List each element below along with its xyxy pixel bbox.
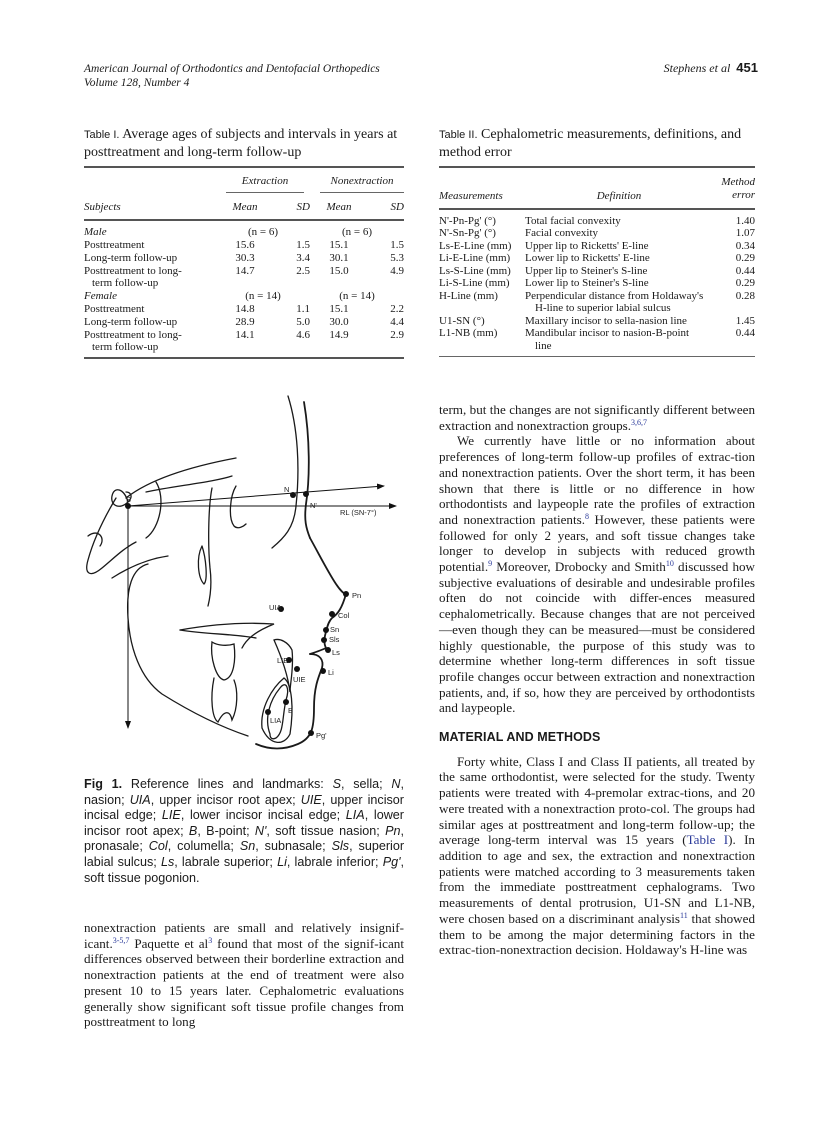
citation-link[interactable]: 9 xyxy=(488,559,493,569)
group-header-extraction: Extraction xyxy=(216,168,310,193)
col-header-measurements: Measurements xyxy=(439,190,503,202)
label-uia: UIA xyxy=(269,603,282,612)
label-n-prime: N' xyxy=(310,501,317,510)
authors: Stephens et al xyxy=(663,61,731,75)
running-header-journal xyxy=(84,62,380,90)
palate xyxy=(180,623,274,648)
label-rl: RL (SN-7°) xyxy=(340,508,377,517)
label-b: B xyxy=(288,706,294,715)
col-header-definition: Definition xyxy=(596,190,642,202)
table-row: Posttreatment 15.6 1.5 15.1 1.5 xyxy=(84,238,404,251)
label-n: N xyxy=(284,485,290,494)
table-row: Long-term follow-up 30.3 3.4 30.1 5.3 xyxy=(84,251,404,264)
table-row: Li-E-Line (mm) Lower lip to Ricketts' E-line 0.29 xyxy=(439,252,755,264)
landmark-sls xyxy=(321,637,327,643)
table-1-grid xyxy=(84,168,404,354)
table-row: Li-S-Line (mm) Lower lip to Steiner's S-line 0.29 xyxy=(439,277,755,289)
left-column-text xyxy=(84,920,404,1030)
landmark-sn xyxy=(323,627,329,633)
label-sn: Sn xyxy=(330,625,340,634)
col-header-method-error: Method error xyxy=(721,176,755,201)
figure-1-cephalometric-tracing xyxy=(84,388,406,758)
label-sls: Sls xyxy=(329,635,340,644)
table-bottom-rule xyxy=(439,356,755,357)
paragraph: We currently have little or no information about preferences of long-term follow-up profiles of extrac-tion and nonextraction patients. Over the short term, it has been shown that there is little or no difference in how orthodontists and laypeople rate the profiles of extraction and nonextraction patients.$^8$ However, these patients were followed for only 2 years, and soft tissue changes take longer to develop in subjects with reduced growth potential.$^9$ Moreover, Drobocky and Smith$^{10}$ discussed how subjective evaluations of desirable and undesirable profiles often do not coincide with differ-ences measured cephalometrically. Because changes that are not perceived—even though they can be measured—must be considered highly questionable, the purpose of this study was to determine whether long-term differences in soft tissue profile changes occur between extraction and nonextraction patients, and, if so, how they are perceived by orthodontists and laypeople. xyxy=(439,433,755,716)
label-lie: LIE xyxy=(277,656,289,665)
landmark-ls xyxy=(325,647,331,653)
table-row: H-Line (mm) Perpendicular distance from Holdaway's H-line to superior labial sulcus 0.28 xyxy=(439,289,755,314)
citation-link[interactable]: 10 xyxy=(665,559,674,569)
label-pg-prime: Pg' xyxy=(316,731,327,740)
landmark-pg-prime xyxy=(308,730,314,736)
table-row: Ls-S-Line (mm) Upper lip to Steiner's S-line 0.44 xyxy=(439,264,755,277)
frontal-bone-outline xyxy=(272,396,298,548)
citation-link[interactable]: 3-5,7 xyxy=(112,935,130,945)
figure-1-label: Fig 1. xyxy=(84,777,123,791)
upper-incisor xyxy=(274,639,293,692)
landmark-n-prime xyxy=(303,491,309,497)
label-s: S xyxy=(126,495,132,504)
section-row-male: Male (n = 6) (n = 6) xyxy=(84,225,373,238)
table-2-caption-text: Cephalometric measurements, definitions, and method error xyxy=(439,127,742,160)
landmark-n xyxy=(290,492,296,498)
table-row: N'-Sn-Pg' (°) Facial convexity 1.07 xyxy=(439,227,755,239)
journal-title: American Journal of Orthodontics and Dentofacial Orthopedics xyxy=(84,63,380,75)
label-lia: LIA xyxy=(270,716,282,725)
landmark-col xyxy=(329,611,335,617)
right-column-text xyxy=(439,402,755,958)
figure-1-caption-text: Reference lines and landmarks: S, sella; N, nasion; UIA, upper incisor root apex; UIE, upper incisor incisal edge; LIE, lower incisor incisal edge; LIA, lower incisor root apex; B, B-point; N', soft tissue nasion; Pn, pronasale; Col, columella; Sn, subnasale; Sls, superior labial sulcus; Ls, labrale superior; Li, labrale inferior; Pg', soft tissue pogonion. xyxy=(84,777,405,885)
col-header-non-sd: SD xyxy=(390,200,404,213)
label-li: Li xyxy=(328,668,334,677)
table-row: L1-NB (mm) Mandibular incisor to nasion-B-point line 0.44 xyxy=(439,327,755,352)
table-2 xyxy=(439,126,755,357)
label-pn: Pn xyxy=(352,591,362,600)
table-row: U1-SN (°) Maxillary incisor to sella-nasion line 1.45 xyxy=(439,314,755,327)
table-2-grid xyxy=(439,168,755,352)
page-number: 451 xyxy=(736,60,758,75)
sn-line xyxy=(128,486,384,506)
running-header-author-page xyxy=(664,60,758,76)
paragraph: term, but the changes are not significantly different between extraction and nonextraction groups.$^{3,6,7}$ xyxy=(439,402,755,433)
section-row-female: Female (n = 14) (n = 14) xyxy=(84,289,375,302)
label-ls: Ls xyxy=(332,648,340,657)
table-row: Posttreatment 14.8 1.1 15.1 2.2 xyxy=(84,302,404,315)
citation-link[interactable]: 3 xyxy=(208,935,213,945)
col-header-ext-sd: SD xyxy=(296,200,310,213)
soft-tissue-forehead xyxy=(304,402,310,538)
table-bottom-rule xyxy=(84,357,404,359)
table-row: Ls-E-Line (mm) Upper lip to Ricketts' E-line 0.34 xyxy=(439,239,755,252)
table-1-caption-text: Average ages of subjects and intervals in years at posttreatment and long-term follow-up xyxy=(84,127,398,160)
paragraph: nonextraction patients are small and relatively insignif-icant.$^{3-5,7}$ Paquette et al$^3$ found that most of the signif-icant differences observed between their borderline extraction and nonextraction patients at the end of treatment were also present 10 to 15 years later. Cephalometric evaluations generally show significant soft tissue profile changes from posttreatment to long xyxy=(84,920,404,1030)
landmark-b xyxy=(283,699,289,705)
section-heading-material-methods: MATERIAL AND METHODS xyxy=(439,730,601,745)
figure-1-caption xyxy=(84,777,404,886)
group-header-nonextraction: Nonextraction xyxy=(310,168,404,193)
table-1-caption xyxy=(84,126,404,161)
label-uie: UIE xyxy=(293,675,306,684)
table-row: Posttreatment to long- term follow-up 14.7 2.5 15.0 4.9 xyxy=(84,264,404,289)
table-2-label: Table II. xyxy=(439,129,478,141)
landmark-uie xyxy=(294,666,300,672)
table-1-label: Table I. xyxy=(84,129,120,141)
table-row: N'-Pn-Pg' (°) Total facial convexity 1.40 xyxy=(439,214,755,227)
table-row: Long-term follow-up 28.9 5.0 30.0 4.4 xyxy=(84,315,404,328)
col-header-ext-mean: Mean xyxy=(232,200,258,213)
table-row: Posttreatment to long- term follow-up 14.1 4.6 14.9 2.9 xyxy=(84,328,404,353)
citation-link[interactable]: 3,6,7 xyxy=(630,417,647,427)
table-1 xyxy=(84,126,404,359)
landmark-li xyxy=(320,668,326,674)
citation-link[interactable]: 8 xyxy=(585,511,589,521)
landmark-pn xyxy=(343,591,349,597)
table-2-caption xyxy=(439,126,755,161)
landmark-lia xyxy=(265,709,271,715)
label-col: Col xyxy=(338,611,350,620)
citation-link[interactable]: 11 xyxy=(680,910,688,920)
col-header-subjects: Subjects xyxy=(84,200,121,213)
table-1-link[interactable]: Table I xyxy=(686,832,729,848)
soft-tissue-nose xyxy=(310,538,346,594)
paragraph: Forty white, Class I and Class II patients, all treated by the same orthodontist, were selected for the study. Twenty patients were treated with 4-premolar extrac-tions, and 20 were treated with a nonextraction proto-col. The groups had similar ages at posttreatment and long-term follow-up; the average long-term interval was 15 years (Table I). In addition to age and sex, the extraction and nonextraction patients were matched according to 3 measurements taken from the immediate posttreatment cephalograms. Two measurements of dental protrusion, U1-SN and L1-NB, were chosen based on a discriminant analysis$^{11}$ that showed them to be among the major determining factors in the extrac-tion-nonextraction decision. Holdaway's H-line was xyxy=(439,753,755,958)
anterior-cranial-base xyxy=(126,458,236,498)
journal-volume: Volume 128, Number 4 xyxy=(84,77,190,89)
col-header-non-mean: Mean xyxy=(326,200,352,213)
